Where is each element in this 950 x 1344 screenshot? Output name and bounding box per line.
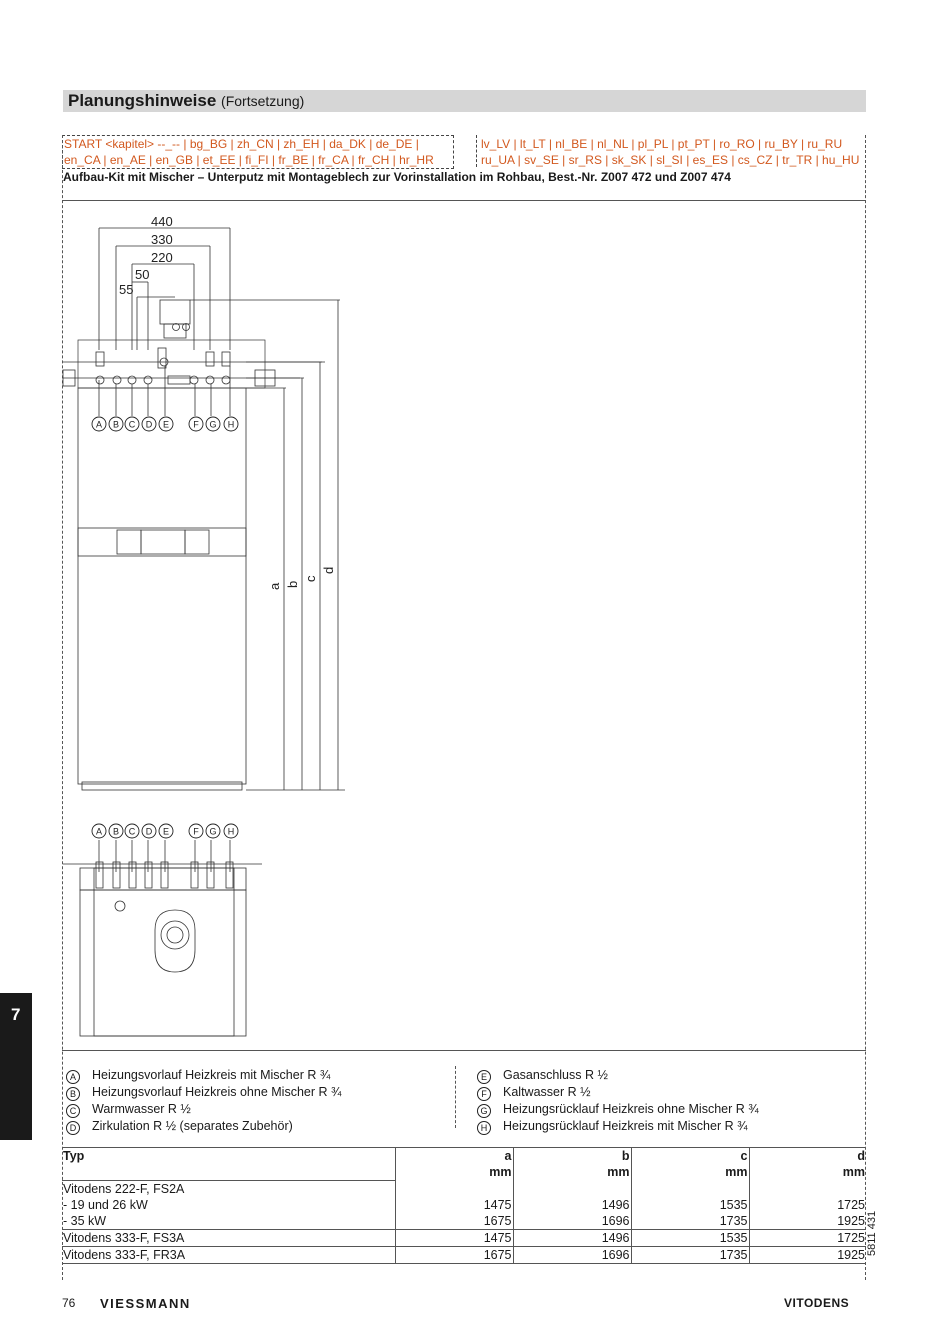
connection-label-d-top: D [145,826,153,837]
connection-label-f: F [193,419,199,430]
table-cell-d: 1725 [749,1230,866,1247]
table-cell-d: 1925 [749,1213,866,1230]
dim-label-440: 440 [151,214,173,229]
table-unit-c: mm [631,1164,749,1181]
table-cell-b: 1496 [513,1230,631,1247]
legend-separator [455,1066,456,1128]
table-header-d: d [749,1148,866,1165]
legend-code-g: G [477,1104,491,1118]
legend-text-b: Heizungsvorlauf Heizkreis ohne Mischer R ¾ [92,1085,342,1099]
height-label-b: b [285,580,300,588]
connection-label-a-top: A [95,826,103,837]
page-title-suffix: (Fortsetzung) [221,93,305,109]
legend-code-e: E [477,1070,491,1084]
language-left-line2: en_CA | en_AE | en_GB | et_EE | fi_FI | fr_BE | fr_CA | fr_CH | hr_HR [64,153,434,167]
table-cell-typ: - 35 kW [62,1213,395,1230]
table-cell-typ: Vitodens 222-F, FS2A [63,1182,185,1196]
legend-text-c: Warmwasser R ½ [92,1102,191,1116]
legend-right [477,1067,759,1135]
table-header-b: b [513,1148,631,1165]
height-label-a: a [267,582,282,590]
table-cell-a: 1675 [395,1247,513,1264]
dim-label-330: 330 [151,232,173,247]
legend-left [66,1067,341,1135]
table-cell-a: 1475 [395,1197,513,1213]
legend-code-a: A [66,1070,80,1084]
connection-label-d: D [145,419,153,430]
table-row [62,1230,866,1247]
table-unit-d: mm [749,1164,866,1181]
table-cell-d: 1925 [749,1247,866,1264]
legend-item-c [66,1101,341,1118]
chapter-tab-label: 7 [11,1005,21,1024]
connection-label-h-top: H [227,826,235,837]
legend-item-f [477,1084,759,1101]
table-row [62,1247,866,1264]
brand-logo-left: VIESSMANN [100,1296,191,1311]
table-row [62,1197,866,1213]
table-cell-c [631,1181,749,1198]
page-title-main: Planungshinweise [68,91,217,110]
legend-item-d [66,1118,341,1135]
table-unit-b: mm [513,1164,631,1181]
table-cell-b: 1496 [513,1197,631,1213]
connection-label-h: H [227,419,235,430]
connection-label-a: A [95,419,103,430]
connection-label-b: B [112,419,120,430]
legend-item-a [66,1067,341,1084]
height-label-d: d [321,566,336,574]
brand-logo-right: VITODENS [784,1296,850,1310]
table-header-c: c [631,1148,749,1165]
language-right-line1: lv_LV | lt_LT | nl_BE | nl_NL | pl_PL | pt_PT | ro_RO | ru_BY | ru_RU [481,137,843,151]
dim-label-55: 55 [119,282,134,297]
language-left-line1: START <kapitel> --_-- | bg_BG | zh_CN | zh_EH | da_DK | de_DE | [64,137,419,151]
legend-text-d: Zirkulation R ½ (separates Zubehör) [92,1119,293,1133]
table-cell-a: 1675 [395,1213,513,1230]
chapter-tab [0,993,32,1140]
table-header-typ: Typ [62,1148,395,1165]
height-label-c: c [303,575,318,582]
connection-label-b-top: B [112,826,120,837]
legend-item-b [66,1084,341,1101]
connection-label-g-top: G [209,826,217,837]
legend-code-c: C [66,1104,80,1118]
table-unit-row [62,1164,866,1181]
legend-item-e [477,1067,759,1084]
legend-text-g: Heizungsrücklauf Heizkreis ohne Mischer R ¾ [503,1102,759,1116]
table-row [62,1213,866,1230]
legend-item-h [477,1118,759,1135]
legend-text-a: Heizungsvorlauf Heizkreis mit Mischer R ¾ [92,1068,331,1082]
connection-label-e: E [162,419,170,430]
dimension-table [62,1147,866,1264]
connection-label-f-top: F [193,826,199,837]
connection-label-e-top: E [162,826,170,837]
table-cell-d: 1725 [749,1197,866,1213]
connection-label-c-top: C [128,826,136,837]
connection-label-g: G [209,419,217,430]
table-cell-typ: Vitodens 333-F, FS3A [62,1230,395,1247]
dim-label-220: 220 [151,250,173,265]
table-header-row [62,1148,866,1165]
table-cell-c: 1535 [631,1197,749,1213]
legend-item-g [477,1101,759,1118]
section-subtitle: Aufbau-Kit mit Mischer – Unterputz mit Montageblech zur Vorinstallation im Rohbau, Best.-Nr. Z007 472 und Z007 474 [63,170,731,184]
legend-code-h: H [477,1121,491,1135]
dim-label-50: 50 [135,267,150,282]
table-cell-c: 1735 [631,1247,749,1264]
table-header-a: a [395,1148,513,1165]
document-number: 5811 431 [866,1210,878,1256]
table-cell-a: 1475 [395,1230,513,1247]
legend-code-d: D [66,1121,80,1135]
table-cell-d [749,1181,866,1198]
table-cell-a [395,1181,513,1198]
legend-code-b: B [66,1087,80,1101]
table-unit-a: mm [395,1164,513,1181]
legend-code-f: F [477,1087,491,1101]
table-cell-c: 1535 [631,1230,749,1247]
table-cell-b [513,1181,631,1198]
legend-text-h: Heizungsrücklauf Heizkreis mit Mischer R ¾ [503,1119,748,1133]
table-row [62,1181,866,1198]
table-cell-typ: - 19 und 26 kW [63,1198,148,1212]
table-cell-b: 1696 [513,1213,631,1230]
table-cell-typ: Vitodens 333-F, FR3A [62,1247,395,1264]
language-right-line2: ru_UA | sv_SE | sr_RS | sk_SK | sl_SI | es_ES | cs_CZ | tr_TR | hu_HU [481,153,860,167]
table-cell-c: 1735 [631,1213,749,1230]
legend-text-f: Kaltwasser R ½ [503,1085,591,1099]
connection-label-c: C [128,419,136,430]
legend-text-e: Gasanschluss R ½ [503,1068,608,1082]
page-number: 76 [62,1296,76,1310]
table-cell-b: 1696 [513,1247,631,1264]
